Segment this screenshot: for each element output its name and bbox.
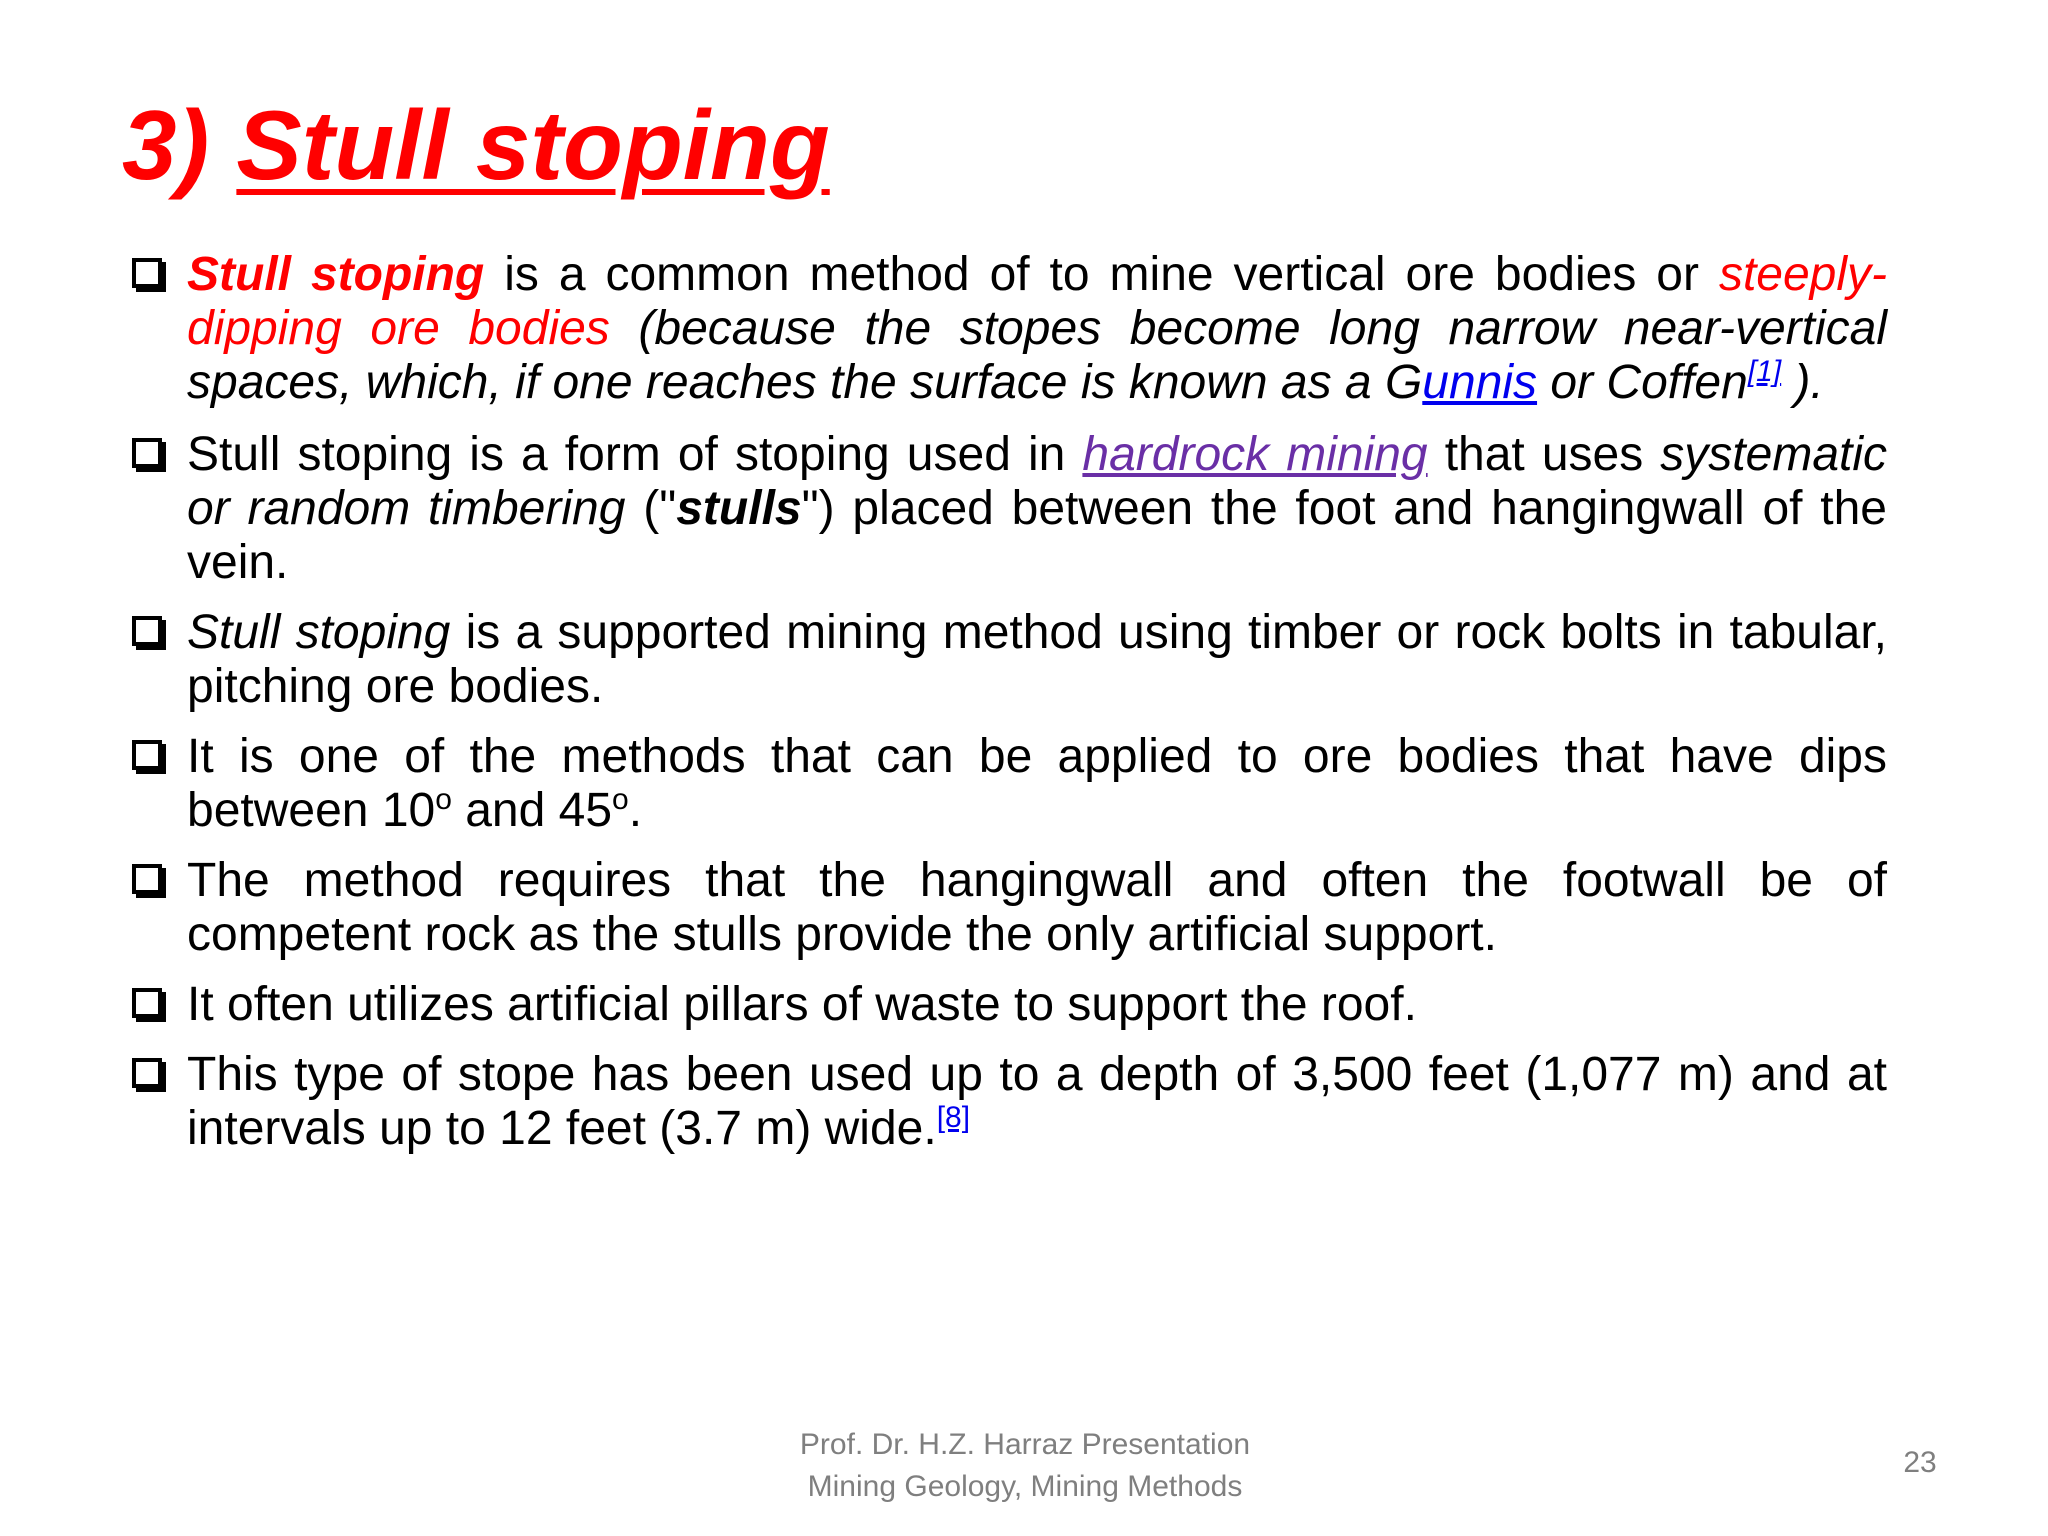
bullet-text: The method requires that the hangingwall and often the footwall be of competent rock as the stulls provide the only artificial support. (187, 854, 1887, 961)
citation-link-1[interactable]: [1] (1747, 355, 1782, 388)
degree-superscript: o (612, 783, 629, 816)
bullet-text: Stull stoping is a form of stoping used in (187, 428, 1083, 481)
bullet-item (130, 730, 1887, 838)
checkbox-icon (132, 616, 162, 646)
bullet-text: (because the stopes become long narrow near-vertical spaces, which, if one reaches the surface is known as a G (187, 302, 1888, 409)
checkbox-icon (132, 258, 162, 288)
bullet-text: and 45 (451, 784, 613, 837)
hardrock-mining-link[interactable]: hardrock mining (1082, 428, 1428, 481)
title-text: Stull stoping (236, 90, 830, 200)
degree-superscript: o (435, 783, 452, 816)
checkbox-icon (132, 1058, 162, 1088)
page-number: 23 (1903, 1446, 1937, 1479)
bullet-item (130, 978, 1887, 1032)
bullet-text: . (628, 784, 643, 837)
bullet-text: This type of stope has been used up to a depth of 3,500 feet (1,077 m) and at intervals up to 12 feet (3.7 m) wide. (187, 1048, 1887, 1155)
steeply-dipping-phrase: steeply-dipping ore bodies (187, 248, 1888, 355)
term-stull-stoping: Stull stoping (187, 248, 485, 301)
bullet-item (130, 606, 1887, 714)
stulls-term: stulls (676, 482, 802, 535)
footer (700, 1424, 1350, 1508)
checkbox-icon (132, 740, 162, 770)
bullet-text: is a supported mining method using timber or rock bolts in tabular, pitching ore bodies. (187, 606, 1887, 713)
bullet-item (130, 854, 1887, 962)
checkbox-icon (132, 438, 162, 468)
bullet-list (130, 248, 1887, 1172)
bullet-item (130, 1048, 1887, 1156)
bullet-text: ") placed between the foot and hangingwall of the vein. (187, 482, 1888, 589)
footer-line-1: Prof. Dr. H.Z. Harraz Presentation (799, 1428, 1251, 1461)
gunnis-link[interactable]: unnis (1422, 356, 1538, 409)
bullet-text: (" (625, 482, 677, 535)
bullet-item (130, 248, 1887, 410)
citation-link-8[interactable]: [8] (936, 1101, 971, 1134)
checkbox-icon (132, 864, 162, 894)
bullet-italic-text: systematic or random timbering (187, 428, 1888, 535)
bullet-text: that uses (1427, 428, 1661, 481)
bullet-text: is a common method of to mine vertical ore bodies or (484, 248, 1719, 301)
title-number: 3) (122, 90, 237, 200)
footer-line-2: Mining Geology, Mining Methods (807, 1470, 1243, 1503)
bullet-italic-text: Stull stoping (187, 606, 451, 659)
checkbox-icon (132, 988, 162, 1018)
bullet-item (130, 428, 1887, 590)
bullet-text: It is one of the methods that can be applied to ore bodies that have dips between 10 (187, 730, 1887, 837)
bullet-text: or Coffen (1537, 356, 1748, 409)
slide-title (122, 92, 830, 200)
bullet-text: ). (1781, 356, 1824, 409)
bullet-text: It often utilizes artificial pillars of waste to support the roof. (187, 978, 1417, 1031)
